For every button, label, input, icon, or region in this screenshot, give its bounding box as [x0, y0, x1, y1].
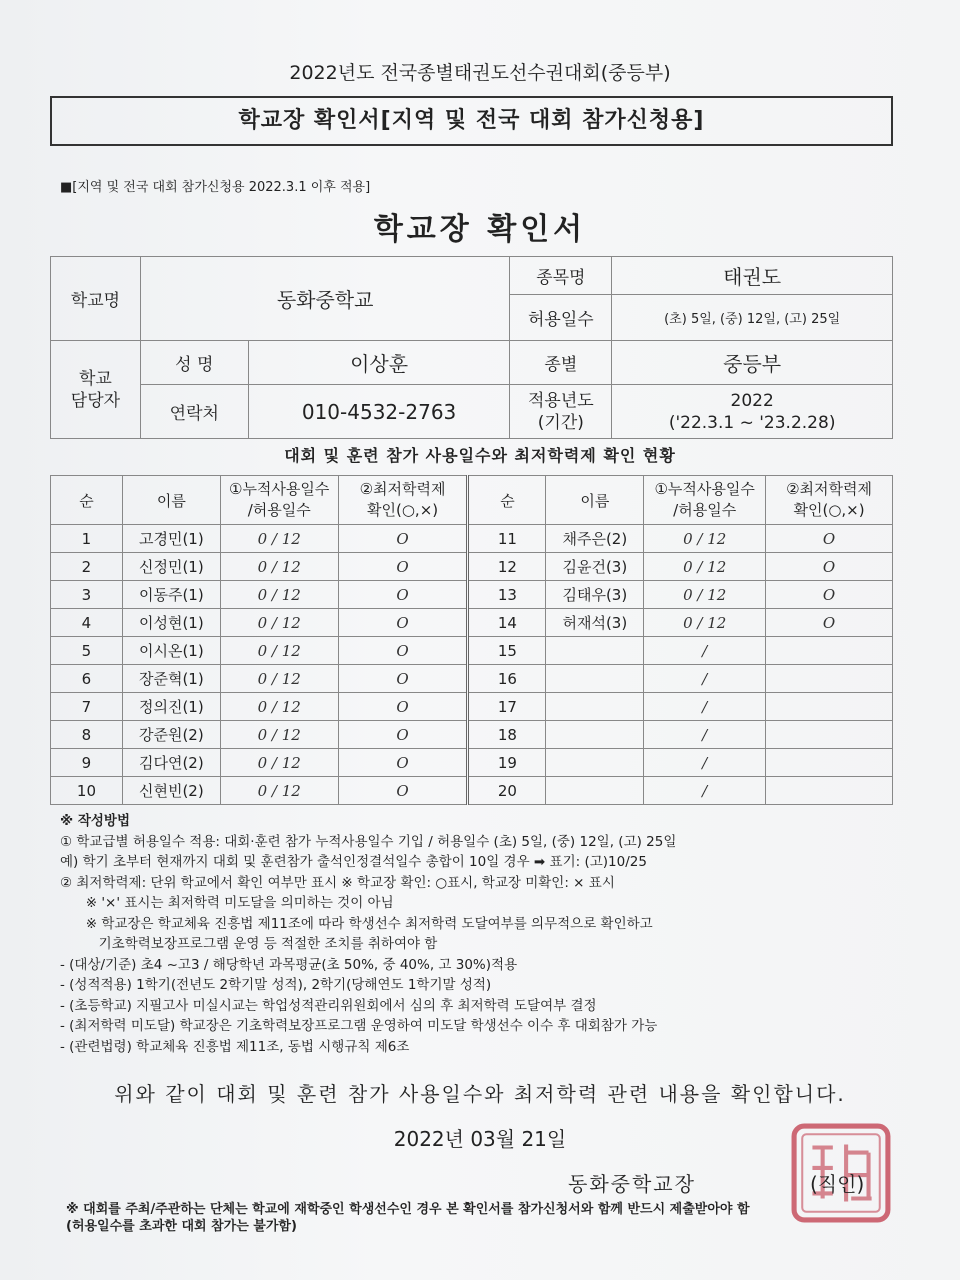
- header-check: ②최저학력제 확인(○,×): [338, 476, 468, 525]
- table-row: [51, 637, 893, 665]
- applied-note: ■[지역 및 전국 대회 참가신청용 2022.3.1 이후 적용]: [60, 180, 371, 195]
- days-value: /: [644, 721, 766, 749]
- days-value: 0 / 12: [220, 609, 338, 637]
- student-name: [546, 721, 644, 749]
- days-value: 0 / 12: [220, 553, 338, 581]
- row-number: 9: [51, 749, 123, 777]
- note-line: - (성적적용) 1학기(전년도 2학기말 성적), 2학기(당해연도 1학기말 성적): [60, 977, 492, 993]
- row-number: 20: [468, 777, 546, 805]
- table-row: [51, 553, 893, 581]
- event-value: 태권도: [612, 257, 893, 295]
- student-name: 신현빈(2): [122, 777, 220, 805]
- check-value: [766, 721, 893, 749]
- row-number: 12: [468, 553, 546, 581]
- days-value: /: [644, 749, 766, 777]
- table-row: [51, 525, 893, 553]
- note-line: - (관련법령) 학교체육 진흥법 제11조, 동법 시행규칙 제6조: [60, 1038, 410, 1055]
- check-value: [766, 749, 893, 777]
- student-name: 이동주(1): [122, 581, 220, 609]
- row-number: 14: [468, 609, 546, 637]
- seal-label: (직인): [810, 1172, 865, 1196]
- category-value: 중등부: [612, 341, 893, 385]
- issue-date: 2022년 03월 21일: [393, 1127, 567, 1151]
- check-value: O: [338, 665, 468, 693]
- days-value: /: [644, 777, 766, 805]
- days-value: /: [644, 693, 766, 721]
- manager-label: 학교 담당자: [51, 341, 141, 439]
- student-name: 채주은(2): [546, 525, 644, 553]
- competition-title: 2022년도 전국종별태권도선수권대회(중등부): [289, 62, 671, 84]
- contact-value: 010-4532-2763: [248, 385, 510, 439]
- notes-heading: ※ 작성방법: [60, 813, 130, 829]
- boxed-title: 학교장 확인서[지역 및 전국 대회 참가신청용]: [50, 96, 893, 146]
- student-name: 신정민(1): [122, 553, 220, 581]
- check-value: O: [338, 609, 468, 637]
- days-value: 0 / 12: [644, 525, 766, 553]
- days-value: 0 / 12: [644, 553, 766, 581]
- row-number: 16: [468, 665, 546, 693]
- student-name: 허재석(3): [546, 609, 644, 637]
- check-value: [766, 693, 893, 721]
- writing-instructions: [60, 811, 930, 1057]
- check-value: O: [338, 637, 468, 665]
- days-value: 0 / 12: [644, 581, 766, 609]
- row-number: 19: [468, 749, 546, 777]
- days-value: 0 / 12: [220, 777, 338, 805]
- check-value: O: [338, 581, 468, 609]
- status-table: [50, 475, 893, 805]
- note-line: ※ 학교장은 학교체육 진흥법 제11조에 따라 학생선수 최저학력 도달여부를 의무적으로 확인하고: [60, 915, 653, 932]
- header-days: ①누적사용일수 /허용일수: [220, 476, 338, 525]
- note-line: ① 학교급별 허용일수 적용: 대회·훈련 참가 누적사용일수 기입 / 허용일수 (초) 5일, (중) 12일, (고) 25일: [60, 833, 677, 850]
- note-line: ② 최저학력제: 단위 학교에서 확인 여부만 표시 ※ 학교장 확인: ○표시, 학교장 미확인: × 표시: [60, 874, 615, 891]
- row-number: 5: [51, 637, 123, 665]
- document-title: 학교장 확인서: [373, 212, 587, 247]
- confirmation-statement: 위와 같이 대회 및 훈련 참가 사용일수와 최저학력 관련 내용을 확인합니다.: [114, 1082, 846, 1106]
- check-value: O: [338, 777, 468, 805]
- student-name: [546, 749, 644, 777]
- student-name: 강준원(2): [122, 721, 220, 749]
- note-line: 예) 학기 초부터 현재까지 대회 및 훈련참가 출석인정결석일수 총합이 10일 경우 ➡ 표기: (고)10/25: [60, 854, 647, 870]
- table-row: [51, 721, 893, 749]
- row-number: 3: [51, 581, 123, 609]
- check-value: [766, 665, 893, 693]
- row-number: 1: [51, 525, 123, 553]
- note-line: - (대상/기준) 초4 ~고3 / 해당학년 과목평균(초 50%, 중 40%, 고 30%)적용: [60, 956, 518, 973]
- student-name: 이시온(1): [122, 637, 220, 665]
- days-value: 0 / 12: [220, 665, 338, 693]
- table-row: [51, 581, 893, 609]
- days-value: 0 / 12: [220, 637, 338, 665]
- row-number: 2: [51, 553, 123, 581]
- check-value: O: [338, 553, 468, 581]
- note-line: - (최저학력 미도달) 학교장은 기초학력보장프로그램 운영하여 미도달 학생선수 이수 후 대회참가 가능: [60, 1018, 658, 1034]
- student-name: 이성현(1): [122, 609, 220, 637]
- header-name: 이름: [546, 476, 644, 525]
- row-number: 15: [468, 637, 546, 665]
- footer-line: (허용일수를 초과한 대회 참가는 불가함): [66, 1219, 297, 1234]
- row-number: 17: [468, 693, 546, 721]
- year-label: 적용년도 (기간): [510, 385, 612, 439]
- student-name: [546, 693, 644, 721]
- school-value: 동화중학교: [140, 257, 510, 341]
- student-name: 김윤건(3): [546, 553, 644, 581]
- row-number: 18: [468, 721, 546, 749]
- check-value: [766, 637, 893, 665]
- category-label: 종별: [510, 341, 612, 385]
- row-number: 8: [51, 721, 123, 749]
- header-name: 이름: [122, 476, 220, 525]
- student-name: 정의진(1): [122, 693, 220, 721]
- event-label: 종목명: [510, 257, 612, 295]
- school-label: 학교명: [51, 257, 141, 341]
- days-value: /: [644, 637, 766, 665]
- principal-signature: 동화중학교장: [568, 1172, 696, 1196]
- check-value: O: [766, 553, 893, 581]
- row-number: 10: [51, 777, 123, 805]
- check-value: O: [338, 721, 468, 749]
- note-line: - (초등학교) 지필고사 미실시교는 학업성적관리위원회에서 심의 후 최저학력 도달여부 결정: [60, 997, 597, 1014]
- footer-note: [66, 1201, 750, 1235]
- table-row: [51, 749, 893, 777]
- student-name: 김다연(2): [122, 749, 220, 777]
- header-no: 순: [468, 476, 546, 525]
- check-value: [766, 777, 893, 805]
- header-days: ①누적사용일수 /허용일수: [644, 476, 766, 525]
- header-no: 순: [51, 476, 123, 525]
- note-line: 기초학력보장프로그램 운영 등 적절한 조치를 취하여야 함: [60, 936, 438, 952]
- days-value: 0 / 12: [220, 525, 338, 553]
- student-name: [546, 665, 644, 693]
- table-row: [51, 693, 893, 721]
- row-number: 13: [468, 581, 546, 609]
- days-value: 0 / 12: [220, 581, 338, 609]
- table-row: [51, 777, 893, 805]
- days-value: 0 / 12: [220, 721, 338, 749]
- check-value: O: [766, 581, 893, 609]
- row-number: 11: [468, 525, 546, 553]
- student-name: 장준혁(1): [122, 665, 220, 693]
- info-table: [50, 256, 893, 439]
- row-number: 4: [51, 609, 123, 637]
- check-value: O: [338, 693, 468, 721]
- name-label: 성 명: [140, 341, 248, 385]
- note-line: ※ '×' 표시는 최저학력 미도달을 의미하는 것이 아님: [60, 895, 394, 911]
- student-name: [546, 637, 644, 665]
- row-number: 7: [51, 693, 123, 721]
- name-value: 이상훈: [248, 341, 510, 385]
- check-value: O: [766, 525, 893, 553]
- days-value: 0 / 12: [644, 609, 766, 637]
- table-row: [51, 609, 893, 637]
- check-value: O: [338, 749, 468, 777]
- allowed-label: 허용일수: [510, 295, 612, 341]
- days-value: /: [644, 665, 766, 693]
- year-value: 2022 ('22.3.1 ~ '23.2.28): [612, 385, 893, 439]
- days-value: 0 / 12: [220, 693, 338, 721]
- header-check: ②최저학력제 확인(○,×): [766, 476, 893, 525]
- student-name: [546, 777, 644, 805]
- check-value: O: [338, 525, 468, 553]
- student-name: 고경민(1): [122, 525, 220, 553]
- contact-label: 연락처: [140, 385, 248, 439]
- status-section-title: 대회 및 훈련 참가 사용일수와 최저학력제 확인 현황: [284, 446, 676, 465]
- allowed-value: (초) 5일, (중) 12일, (고) 25일: [612, 295, 893, 341]
- row-number: 6: [51, 665, 123, 693]
- table-row: [51, 665, 893, 693]
- footer-line: ※ 대회를 주최/주관하는 단체는 학교에 재학중인 학생선수인 경우 본 확인서를 참가신청서와 함께 반드시 제출받아야 함: [66, 1202, 750, 1217]
- student-name: 김태우(3): [546, 581, 644, 609]
- days-value: 0 / 12: [220, 749, 338, 777]
- check-value: O: [766, 609, 893, 637]
